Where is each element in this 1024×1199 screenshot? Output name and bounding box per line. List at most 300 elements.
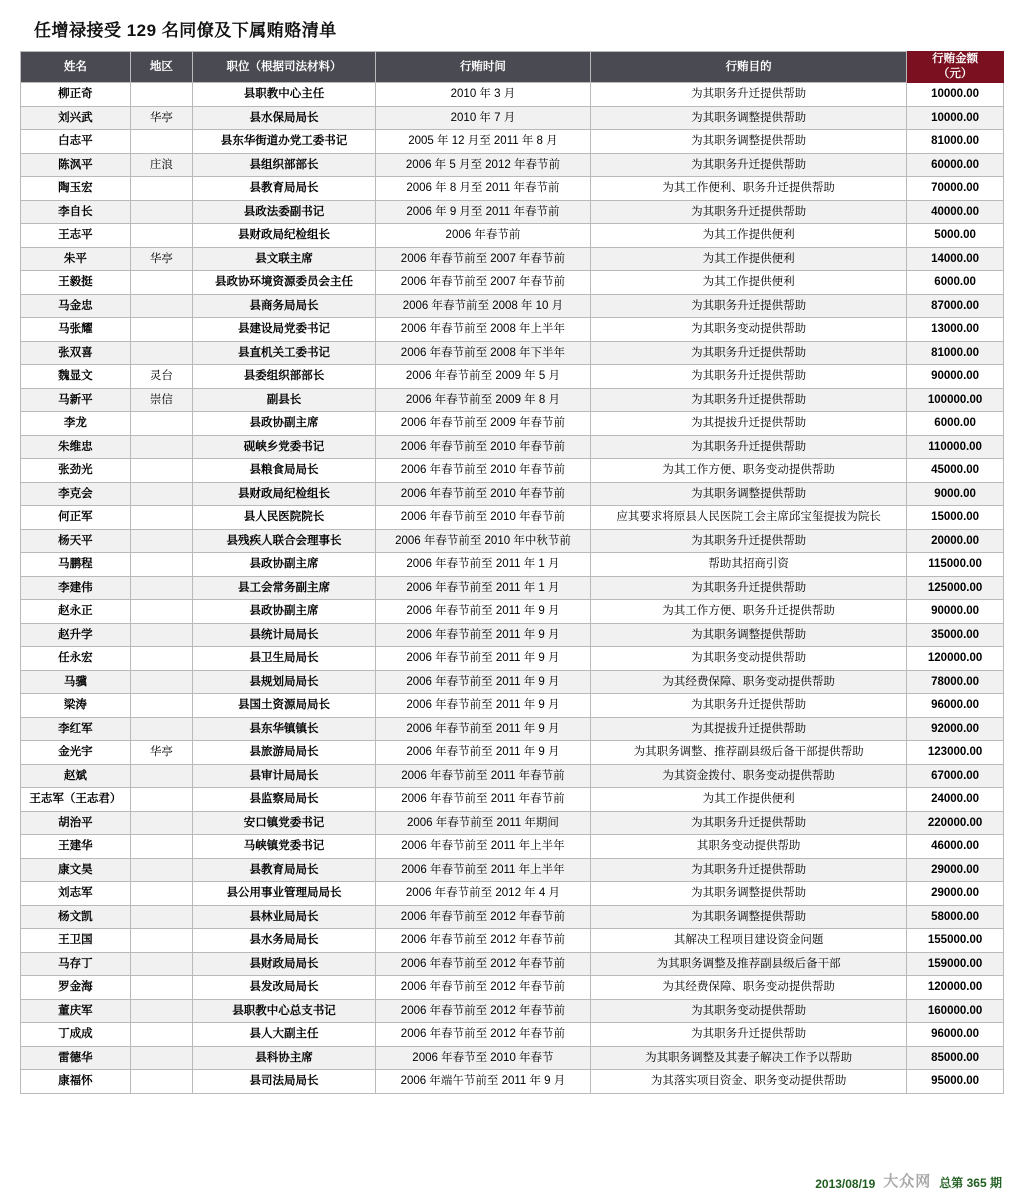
cell-time: 2006 年春节前至 2011 年春节前 [375, 788, 590, 812]
cell-name: 李龙 [21, 412, 131, 436]
cell-name: 何正军 [21, 506, 131, 530]
cell-time: 2006 年春节前至 2010 年春节前 [375, 435, 590, 459]
column-header-amount-line1: 行贿金额 [932, 53, 979, 65]
cell-amount: 125000.00 [907, 576, 1004, 600]
cell-name: 李建伟 [21, 576, 131, 600]
cell-name: 梁涛 [21, 694, 131, 718]
cell-amount: 5000.00 [907, 224, 1004, 248]
cell-amount: 58000.00 [907, 905, 1004, 929]
cell-purpose: 为其职务变动提供帮助 [590, 999, 906, 1023]
cell-post: 县文联主席 [193, 247, 376, 271]
cell-name: 魏显文 [21, 365, 131, 389]
cell-time: 2006 年端午节前至 2011 年 9 月 [375, 1070, 590, 1094]
cell-post: 县教育局局长 [193, 858, 376, 882]
cell-amount: 60000.00 [907, 153, 1004, 177]
cell-purpose: 为其工作提供便利 [590, 271, 906, 295]
cell-post: 安口镇党委书记 [193, 811, 376, 835]
cell-purpose: 为其提拔升迁提供帮助 [590, 412, 906, 436]
cell-post: 县卫生局局长 [193, 647, 376, 671]
cell-amount: 96000.00 [907, 694, 1004, 718]
cell-purpose: 为其职务变动提供帮助 [590, 647, 906, 671]
cell-name: 刘志军 [21, 882, 131, 906]
cell-time: 2006 年春节前至 2011 年 1 月 [375, 576, 590, 600]
cell-name: 丁成成 [21, 1023, 131, 1047]
cell-name: 王志军（王志君） [21, 788, 131, 812]
cell-amount: 46000.00 [907, 835, 1004, 859]
bribe-list-table [20, 51, 1004, 1094]
cell-post: 县粮食局局长 [193, 459, 376, 483]
cell-time: 2006 年春节前至 2012 年春节前 [375, 999, 590, 1023]
cell-region [130, 999, 192, 1023]
cell-region [130, 1070, 192, 1094]
cell-amount: 78000.00 [907, 670, 1004, 694]
cell-name: 李自长 [21, 200, 131, 224]
cell-name: 陈沨平 [21, 153, 131, 177]
cell-post: 县委组织部部长 [193, 365, 376, 389]
cell-region [130, 670, 192, 694]
cell-name: 王志平 [21, 224, 131, 248]
cell-purpose: 为其职务升迁提供帮助 [590, 1023, 906, 1047]
cell-post: 县残疾人联合会理事长 [193, 529, 376, 553]
cell-region [130, 553, 192, 577]
cell-time: 2006 年春节前至 2011 年春节前 [375, 764, 590, 788]
cell-purpose: 为其职务升迁提供帮助 [590, 365, 906, 389]
table-row [21, 576, 1004, 600]
cell-amount: 159000.00 [907, 952, 1004, 976]
table-row [21, 83, 1004, 107]
cell-purpose: 其解决工程项目建设资金问题 [590, 929, 906, 953]
table-header [21, 52, 1004, 83]
cell-post: 县财政局纪检组长 [193, 482, 376, 506]
cell-time: 2006 年春节前至 2012 年 4 月 [375, 882, 590, 906]
cell-time: 2006 年春节前至 2010 年春节前 [375, 506, 590, 530]
cell-region [130, 1046, 192, 1070]
cell-name: 赵升学 [21, 623, 131, 647]
cell-time: 2006 年春节前至 2008 年 10 月 [375, 294, 590, 318]
cell-purpose: 为其工作提供便利 [590, 224, 906, 248]
cell-post: 县直机关工委书记 [193, 341, 376, 365]
table-row [21, 694, 1004, 718]
cell-amount: 24000.00 [907, 788, 1004, 812]
cell-name: 王卫国 [21, 929, 131, 953]
cell-time: 2006 年春节前至 2012 年春节前 [375, 976, 590, 1000]
cell-time: 2006 年春节前至 2011 年 1 月 [375, 553, 590, 577]
cell-name: 杨天平 [21, 529, 131, 553]
cell-name: 任永宏 [21, 647, 131, 671]
cell-purpose: 为其职务升迁提供帮助 [590, 858, 906, 882]
cell-name: 刘兴武 [21, 106, 131, 130]
cell-name: 杨文凯 [21, 905, 131, 929]
column-header-post: 职位（根据司法材料） [193, 52, 376, 83]
cell-region [130, 83, 192, 107]
cell-name: 朱平 [21, 247, 131, 271]
cell-region [130, 482, 192, 506]
cell-amount: 10000.00 [907, 106, 1004, 130]
table-row [21, 764, 1004, 788]
cell-time: 2010 年 7 月 [375, 106, 590, 130]
cell-amount: 115000.00 [907, 553, 1004, 577]
cell-region [130, 764, 192, 788]
cell-amount: 70000.00 [907, 177, 1004, 201]
cell-post: 县商务局局长 [193, 294, 376, 318]
cell-time: 2006 年 8 月至 2011 年春节前 [375, 177, 590, 201]
cell-purpose: 帮助其招商引资 [590, 553, 906, 577]
cell-amount: 29000.00 [907, 858, 1004, 882]
table-row [21, 435, 1004, 459]
cell-amount: 85000.00 [907, 1046, 1004, 1070]
cell-amount: 90000.00 [907, 365, 1004, 389]
cell-purpose: 为其经费保障、职务变动提供帮助 [590, 670, 906, 694]
table-row [21, 553, 1004, 577]
cell-post: 副县长 [193, 388, 376, 412]
cell-region [130, 506, 192, 530]
cell-purpose: 为其工作方便、职务变动提供帮助 [590, 459, 906, 483]
cell-amount: 15000.00 [907, 506, 1004, 530]
cell-time: 2006 年春节前至 2012 年春节前 [375, 1023, 590, 1047]
cell-name: 赵斌 [21, 764, 131, 788]
cell-amount: 220000.00 [907, 811, 1004, 835]
cell-time: 2005 年 12 月至 2011 年 8 月 [375, 130, 590, 154]
cell-purpose: 为其经费保障、职务变动提供帮助 [590, 976, 906, 1000]
cell-time: 2006 年 9 月至 2011 年春节前 [375, 200, 590, 224]
footer-date: 2013/08/19 [815, 1177, 876, 1191]
cell-time: 2006 年春节前至 2007 年春节前 [375, 271, 590, 295]
cell-region: 灵台 [130, 365, 192, 389]
cell-post: 县政协副主席 [193, 600, 376, 624]
cell-purpose: 为其职务升迁提供帮助 [590, 529, 906, 553]
cell-region [130, 459, 192, 483]
cell-region [130, 929, 192, 953]
cell-amount: 20000.00 [907, 529, 1004, 553]
cell-name: 王建华 [21, 835, 131, 859]
cell-post: 县规划局局长 [193, 670, 376, 694]
cell-post: 县发改局局长 [193, 976, 376, 1000]
cell-time: 2006 年春节前至 2010 年中秋节前 [375, 529, 590, 553]
table-body [21, 83, 1004, 1094]
cell-region [130, 811, 192, 835]
cell-purpose: 为其职务升迁提供帮助 [590, 341, 906, 365]
table-row [21, 506, 1004, 530]
cell-region [130, 412, 192, 436]
table-header-row [21, 52, 1004, 83]
table-row [21, 788, 1004, 812]
cell-time: 2006 年春节前至 2007 年春节前 [375, 247, 590, 271]
footer-issue: 总第 365 期 [939, 1176, 1002, 1190]
cell-name: 马张耀 [21, 318, 131, 342]
cell-post: 县科协主席 [193, 1046, 376, 1070]
cell-purpose: 为其职务升迁提供帮助 [590, 435, 906, 459]
cell-amount: 40000.00 [907, 200, 1004, 224]
cell-post: 县水务局局长 [193, 929, 376, 953]
table-row [21, 318, 1004, 342]
cell-amount: 160000.00 [907, 999, 1004, 1023]
cell-amount: 81000.00 [907, 341, 1004, 365]
table-row [21, 858, 1004, 882]
cell-name: 雷德华 [21, 1046, 131, 1070]
cell-time: 2006 年春节前至 2008 年下半年 [375, 341, 590, 365]
table-row [21, 153, 1004, 177]
column-header-amount [907, 52, 1004, 83]
table-row [21, 905, 1004, 929]
cell-name: 朱维忠 [21, 435, 131, 459]
cell-region: 华亭 [130, 247, 192, 271]
cell-post: 县东华街道办党工委书记 [193, 130, 376, 154]
cell-amount: 120000.00 [907, 976, 1004, 1000]
cell-post: 县政协副主席 [193, 553, 376, 577]
cell-time: 2006 年春节前至 2011 年 9 月 [375, 694, 590, 718]
cell-purpose: 为其职务调整及其妻子解决工作予以帮助 [590, 1046, 906, 1070]
cell-region [130, 177, 192, 201]
cell-name: 马新平 [21, 388, 131, 412]
cell-name: 马骥 [21, 670, 131, 694]
cell-time: 2006 年春节前至 2010 年春节前 [375, 482, 590, 506]
cell-amount: 96000.00 [907, 1023, 1004, 1047]
cell-name: 罗金海 [21, 976, 131, 1000]
table-row [21, 976, 1004, 1000]
cell-post: 县人民医院院长 [193, 506, 376, 530]
cell-amount: 90000.00 [907, 600, 1004, 624]
cell-name: 李克会 [21, 482, 131, 506]
cell-amount: 10000.00 [907, 83, 1004, 107]
cell-name: 胡治平 [21, 811, 131, 835]
cell-region: 崇信 [130, 388, 192, 412]
cell-region [130, 788, 192, 812]
table-row [21, 811, 1004, 835]
cell-time: 2006 年春节前至 2012 年春节前 [375, 905, 590, 929]
table-row [21, 130, 1004, 154]
cell-purpose: 为其职务升迁提供帮助 [590, 388, 906, 412]
table-row [21, 600, 1004, 624]
cell-time: 2006 年春节前至 2011 年上半年 [375, 835, 590, 859]
cell-post: 县监察局局长 [193, 788, 376, 812]
cell-region [130, 341, 192, 365]
cell-amount: 92000.00 [907, 717, 1004, 741]
cell-purpose: 为其职务调整及推荐副县级后备干部 [590, 952, 906, 976]
cell-amount: 120000.00 [907, 647, 1004, 671]
cell-name: 康文昊 [21, 858, 131, 882]
cell-post: 县林业局局长 [193, 905, 376, 929]
cell-purpose: 应其要求将原县人民医院工会主席邱宝玺提拔为院长 [590, 506, 906, 530]
table-row [21, 200, 1004, 224]
table-row [21, 388, 1004, 412]
table-row [21, 929, 1004, 953]
table-row [21, 247, 1004, 271]
table-row [21, 835, 1004, 859]
table-row [21, 1070, 1004, 1094]
cell-region [130, 600, 192, 624]
cell-region [130, 647, 192, 671]
cell-time: 2006 年春节前至 2011 年 9 月 [375, 670, 590, 694]
table-row [21, 529, 1004, 553]
cell-time: 2006 年春节至 2010 年春节 [375, 1046, 590, 1070]
cell-time: 2006 年春节前至 2008 年上半年 [375, 318, 590, 342]
brand-logo: 大众网 [883, 1173, 932, 1190]
cell-name: 柳正奇 [21, 83, 131, 107]
table-row [21, 882, 1004, 906]
cell-post: 县旅游局局长 [193, 741, 376, 765]
cell-post: 县司法局局长 [193, 1070, 376, 1094]
page-title: 任增禄接受 129 名同僚及下属贿赂清单 [34, 21, 337, 40]
cell-amount: 14000.00 [907, 247, 1004, 271]
cell-purpose: 为其提拔升迁提供帮助 [590, 717, 906, 741]
cell-post: 县公用事业管理局局长 [193, 882, 376, 906]
cell-post: 县组织部部长 [193, 153, 376, 177]
cell-post: 县职教中心总支书记 [193, 999, 376, 1023]
cell-time: 2006 年春节前至 2009 年 8 月 [375, 388, 590, 412]
table-row [21, 459, 1004, 483]
table-row [21, 341, 1004, 365]
cell-time: 2006 年春节前至 2011 年 9 月 [375, 741, 590, 765]
cell-amount: 123000.00 [907, 741, 1004, 765]
cell-purpose: 为其职务调整提供帮助 [590, 482, 906, 506]
cell-purpose: 为其职务调整提供帮助 [590, 106, 906, 130]
cell-post: 县审计局局长 [193, 764, 376, 788]
cell-time: 2006 年春节前至 2011 年 9 月 [375, 647, 590, 671]
cell-purpose: 为其工作提供便利 [590, 788, 906, 812]
cell-post: 县国土资源局局长 [193, 694, 376, 718]
cell-purpose: 为其职务调整提供帮助 [590, 882, 906, 906]
cell-post: 县水保局局长 [193, 106, 376, 130]
cell-name: 王毅挺 [21, 271, 131, 295]
cell-purpose: 为其职务升迁提供帮助 [590, 200, 906, 224]
column-header-purpose: 行贿目的 [590, 52, 906, 83]
cell-amount: 95000.00 [907, 1070, 1004, 1094]
cell-name: 马存丁 [21, 952, 131, 976]
cell-region [130, 435, 192, 459]
cell-purpose: 为其落实项目资金、职务变动提供帮助 [590, 1070, 906, 1094]
column-header-region: 地区 [130, 52, 192, 83]
cell-region [130, 529, 192, 553]
cell-amount: 155000.00 [907, 929, 1004, 953]
table-row [21, 1023, 1004, 1047]
cell-purpose: 为其职务升迁提供帮助 [590, 811, 906, 835]
cell-amount: 100000.00 [907, 388, 1004, 412]
cell-region [130, 905, 192, 929]
cell-region [130, 576, 192, 600]
cell-purpose: 为其职务调整提供帮助 [590, 130, 906, 154]
table-row [21, 294, 1004, 318]
table-row [21, 177, 1004, 201]
cell-region [130, 318, 192, 342]
cell-region [130, 271, 192, 295]
cell-amount: 29000.00 [907, 882, 1004, 906]
cell-region [130, 224, 192, 248]
cell-purpose: 为其职务升迁提供帮助 [590, 294, 906, 318]
cell-post: 县东华镇镇长 [193, 717, 376, 741]
cell-purpose: 为其职务升迁提供帮助 [590, 694, 906, 718]
cell-post: 县统计局局长 [193, 623, 376, 647]
table-row [21, 623, 1004, 647]
cell-time: 2006 年春节前至 2011 年 9 月 [375, 623, 590, 647]
cell-purpose: 为其工作方便、职务升迁提供帮助 [590, 600, 906, 624]
cell-time: 2006 年春节前至 2011 年 9 月 [375, 600, 590, 624]
cell-time: 2010 年 3 月 [375, 83, 590, 107]
cell-purpose: 其职务变动提供帮助 [590, 835, 906, 859]
cell-purpose: 为其职务升迁提供帮助 [590, 153, 906, 177]
cell-purpose: 为其职务调整、推荐副县级后备干部提供帮助 [590, 741, 906, 765]
cell-post: 县职教中心主任 [193, 83, 376, 107]
table-row [21, 741, 1004, 765]
cell-amount: 110000.00 [907, 435, 1004, 459]
cell-purpose: 为其工作便利、职务升迁提供帮助 [590, 177, 906, 201]
cell-amount: 45000.00 [907, 459, 1004, 483]
cell-region [130, 200, 192, 224]
cell-name: 白志平 [21, 130, 131, 154]
table-row [21, 412, 1004, 436]
cell-purpose: 为其资金拨付、职务变动提供帮助 [590, 764, 906, 788]
cell-name: 张双喜 [21, 341, 131, 365]
cell-post: 县政协环境资源委员会主任 [193, 271, 376, 295]
cell-name: 李红军 [21, 717, 131, 741]
table-row [21, 717, 1004, 741]
cell-name: 董庆军 [21, 999, 131, 1023]
table-row [21, 952, 1004, 976]
cell-amount: 6000.00 [907, 412, 1004, 436]
cell-name: 马鹏程 [21, 553, 131, 577]
cell-time: 2006 年春节前至 2011 年 9 月 [375, 717, 590, 741]
cell-purpose: 为其职务升迁提供帮助 [590, 83, 906, 107]
cell-name: 赵永正 [21, 600, 131, 624]
cell-post: 砚峡乡党委书记 [193, 435, 376, 459]
cell-time: 2006 年春节前至 2009 年春节前 [375, 412, 590, 436]
cell-amount: 13000.00 [907, 318, 1004, 342]
cell-time: 2006 年 5 月至 2012 年春节前 [375, 153, 590, 177]
cell-purpose: 为其职务变动提供帮助 [590, 318, 906, 342]
cell-post: 马峡镇党委书记 [193, 835, 376, 859]
column-header-name: 姓名 [21, 52, 131, 83]
cell-region: 庄浪 [130, 153, 192, 177]
cell-purpose: 为其职务调整提供帮助 [590, 905, 906, 929]
column-header-amount-line2: （元） [937, 68, 973, 80]
cell-name: 金光宇 [21, 741, 131, 765]
footer [815, 1170, 1002, 1191]
cell-post: 县工会常务副主席 [193, 576, 376, 600]
table-row [21, 224, 1004, 248]
cell-region [130, 858, 192, 882]
cell-name: 张劲光 [21, 459, 131, 483]
cell-region [130, 1023, 192, 1047]
column-header-time: 行贿时间 [375, 52, 590, 83]
cell-region: 华亭 [130, 106, 192, 130]
cell-region [130, 952, 192, 976]
cell-name: 陶玉宏 [21, 177, 131, 201]
cell-time: 2006 年春节前至 2011 年期间 [375, 811, 590, 835]
table-row [21, 670, 1004, 694]
table-row [21, 1046, 1004, 1070]
cell-name: 马金忠 [21, 294, 131, 318]
table-row [21, 647, 1004, 671]
cell-post: 县人大副主任 [193, 1023, 376, 1047]
cell-purpose: 为其工作提供便利 [590, 247, 906, 271]
cell-region [130, 882, 192, 906]
cell-region [130, 294, 192, 318]
cell-region [130, 130, 192, 154]
cell-region [130, 835, 192, 859]
cell-region [130, 623, 192, 647]
cell-time: 2006 年春节前至 2009 年 5 月 [375, 365, 590, 389]
cell-post: 县政协副主席 [193, 412, 376, 436]
cell-amount: 9000.00 [907, 482, 1004, 506]
cell-time: 2006 年春节前至 2010 年春节前 [375, 459, 590, 483]
table-row [21, 365, 1004, 389]
cell-region [130, 717, 192, 741]
cell-time: 2006 年春节前至 2012 年春节前 [375, 952, 590, 976]
cell-post: 县建设局党委书记 [193, 318, 376, 342]
table-row [21, 271, 1004, 295]
cell-time: 2006 年春节前至 2011 年上半年 [375, 858, 590, 882]
cell-post: 县政法委副书记 [193, 200, 376, 224]
cell-amount: 67000.00 [907, 764, 1004, 788]
